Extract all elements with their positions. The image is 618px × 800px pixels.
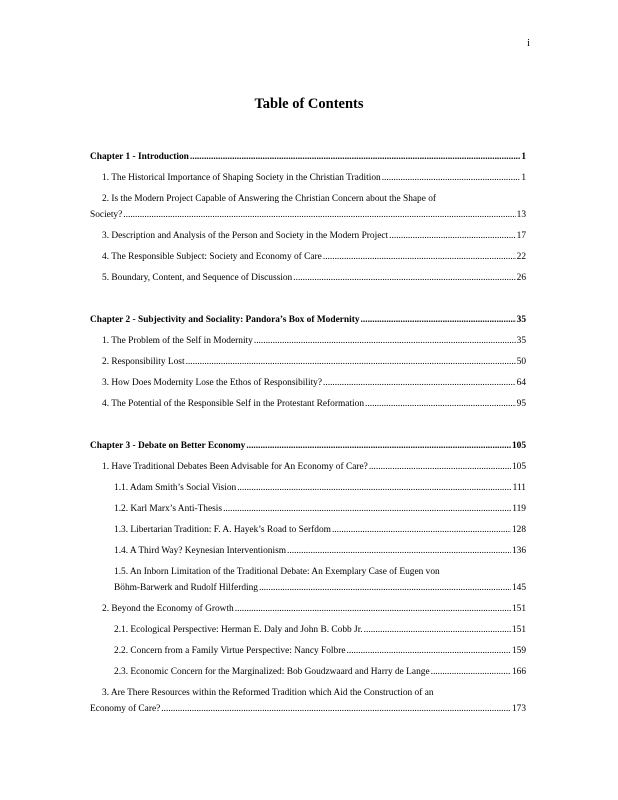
chapter-heading[interactable]: Chapter 1 - Introduction ..... 1 bbox=[90, 152, 526, 164]
chapter-3 bbox=[90, 441, 526, 716]
chapter-1 bbox=[90, 152, 526, 285]
toc-entry[interactable]: 1. The Historical Importance of Shaping Society in the Christian Tradition ..... 1 bbox=[90, 173, 526, 185]
toc-entry[interactable]: 5. Boundary, Content, and Sequence of Discussion ..... 26 bbox=[90, 273, 526, 285]
toc-entry[interactable]: 1. Have Traditional Debates Been Advisable for An Economy of Care? ..... 105 bbox=[90, 462, 526, 474]
toc-entry[interactable]: 2.1. Ecological Perspective: Herman E. Daly and John B. Cobb Jr. ..... 151 bbox=[90, 625, 526, 637]
toc-entry[interactable]: 1.2. Karl Marx’s Anti-Thesis ..... 119 bbox=[90, 504, 526, 516]
toc-entry[interactable]: 3. Are There Resources within the Reformed Tradition which Aid the Construction of an Economy of Care? ..... 173 bbox=[90, 688, 526, 716]
chapter-heading[interactable]: Chapter 2 - Subjectivity and Sociality: Pandora’s Box of Modernity ..... 35 bbox=[90, 315, 526, 327]
toc-entry[interactable]: 1.4. A Third Way? Keynesian Interventionism ..... 136 bbox=[90, 546, 526, 558]
page-title: Table of Contents bbox=[254, 96, 364, 112]
toc-entry[interactable]: 1.5. An Inborn Limitation of the Traditional Debate: An Exemplary Case of Eugen von Böhm-Barwerk and Rudolf Hilferding ..... 145 bbox=[90, 567, 526, 595]
toc-entry[interactable]: 1.1. Adam Smith’s Social Vision ..... 111 bbox=[90, 483, 526, 495]
toc-entry[interactable]: 2. Is the Modern Project Capable of Answering the Christian Concern about the Shape of Society? ..... 13 bbox=[90, 194, 526, 222]
toc-entry[interactable]: 1.3. Libertarian Tradition: F. A. Hayek’s Road to Serfdom ..... 128 bbox=[90, 525, 526, 537]
table-of-contents bbox=[90, 152, 526, 746]
toc-entry[interactable]: 3. How Does Modernity Lose the Ethos of Responsibility? ..... 64 bbox=[90, 378, 526, 390]
page-number: i bbox=[527, 38, 530, 49]
toc-entry[interactable]: 2.2. Concern from a Family Virtue Perspective: Nancy Folbre ..... 159 bbox=[90, 646, 526, 658]
chapter-2 bbox=[90, 315, 526, 411]
chapter-heading[interactable]: Chapter 3 - Debate on Better Economy ..... 105 bbox=[90, 441, 526, 453]
toc-entry[interactable]: 4. The Potential of the Responsible Self in the Protestant Reformation ..... 95 bbox=[90, 399, 526, 411]
toc-entry[interactable]: 4. The Responsible Subject: Society and Economy of Care ..... 22 bbox=[90, 252, 526, 264]
toc-entry[interactable]: 3. Description and Analysis of the Person and Society in the Modern Project ..... 17 bbox=[90, 231, 526, 243]
toc-entry[interactable]: 2.3. Economic Concern for the Marginalized: Bob Goudzwaard and Harry de Lange ..... 166 bbox=[90, 667, 526, 679]
toc-entry[interactable]: 2. Beyond the Economy of Growth ..... 151 bbox=[90, 604, 526, 616]
toc-entry[interactable]: 2. Responsibility Lost ..... 50 bbox=[90, 357, 526, 369]
toc-entry[interactable]: 1. The Problem of the Self in Modernity ..... 35 bbox=[90, 336, 526, 348]
